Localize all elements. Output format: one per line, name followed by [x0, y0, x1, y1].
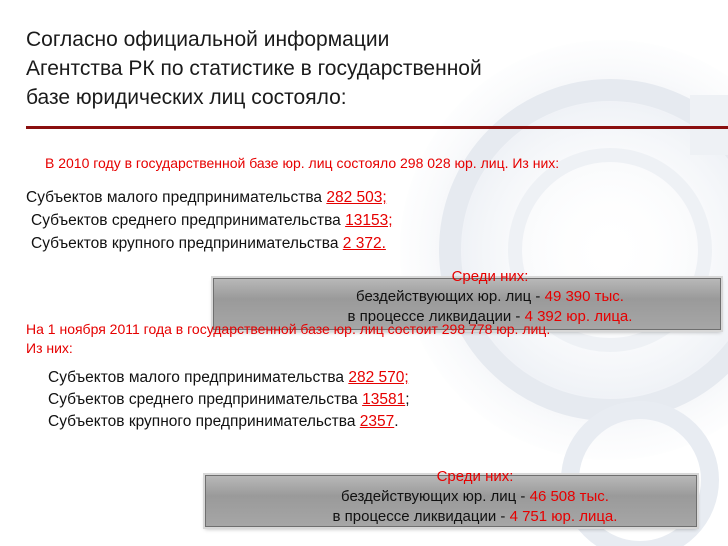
item-value: 2 372.	[342, 235, 386, 252]
list-item	[26, 186, 393, 209]
item-value: 13153;	[345, 212, 393, 229]
list-2011	[48, 367, 410, 433]
summary-text-2010	[260, 267, 720, 327]
item-label: Субъектов среднего предпринимательства	[48, 391, 363, 408]
list-item	[48, 411, 410, 433]
title-line: Согласно официальной информации	[26, 28, 390, 51]
box-label: бездействующих юр. лиц -	[341, 488, 530, 505]
box-label: бездействующих юр. лиц -	[356, 288, 545, 305]
title-divider	[26, 126, 728, 129]
list-item	[26, 209, 393, 232]
box-line-liquidation	[250, 507, 700, 527]
box-heading: Среди них:	[451, 268, 529, 285]
box-value: 4 751 юр. лица.	[509, 508, 618, 525]
box-line-inactive	[250, 487, 700, 507]
box-value: 46 508 тыс.	[529, 488, 609, 505]
item-tail: ;	[405, 391, 410, 408]
item-tail: .	[394, 413, 399, 430]
title-line: базе юридических лиц состояло:	[26, 86, 347, 109]
list-item	[48, 389, 410, 411]
item-label: Субъектов крупного предпринимательства	[31, 235, 343, 252]
summary-text-2011	[250, 467, 700, 527]
slide-title	[26, 25, 586, 112]
item-label: Субъектов малого предпринимательства	[48, 369, 349, 386]
box-line-inactive	[260, 287, 720, 307]
title-line: Агентства РК по статистике в государственной	[26, 57, 482, 80]
item-label: Субъектов малого предпринимательства	[26, 189, 327, 206]
list-2010	[26, 186, 393, 255]
item-value: 2357	[359, 413, 395, 430]
intro-2011	[26, 320, 686, 358]
list-item	[26, 232, 393, 255]
box-value: 4 392 юр. лица.	[524, 308, 633, 325]
box-value: 49 390 тыс.	[544, 288, 624, 305]
item-label: Субъектов среднего предпринимательства	[31, 212, 346, 229]
item-value: 13581	[362, 391, 406, 408]
list-item	[48, 367, 410, 389]
box-label: в процессе ликвидации -	[347, 308, 525, 325]
item-label: Субъектов крупного предпринимательства	[48, 413, 360, 430]
item-value: 282 503;	[326, 189, 387, 206]
box-label: в процессе ликвидации -	[332, 508, 510, 525]
intro-line: На 1 ноября 2011 года в государственной базе юр. лиц состоит 298 778 юр. лиц.	[26, 321, 551, 337]
item-value: 282 570;	[348, 369, 409, 386]
box-heading: Среди них:	[436, 468, 514, 485]
intro-2010: В 2010 году в государственной базе юр. лиц состояло 298 028 юр. лиц. Из них:	[45, 155, 560, 171]
intro-line: Из них:	[26, 340, 73, 356]
